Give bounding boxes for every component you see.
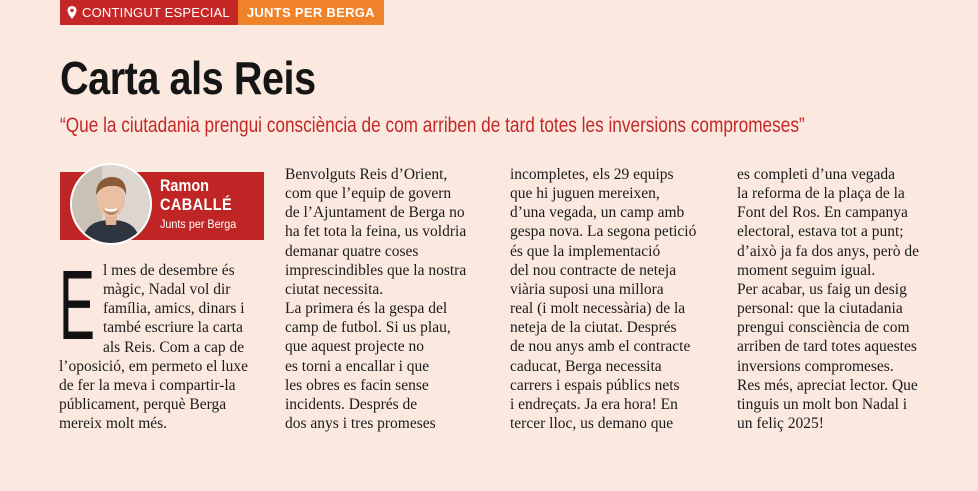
section-label: CONTINGUT ESPECIAL [82,5,230,20]
author-photo [70,163,152,245]
body-line: de fer la meva i compartir-la [59,376,236,394]
body-column-2: Benvolguts Reis d’Orient, com que l’equip de govern de l’Ajuntament de Berga no ha fet tota la feina, us voldria demanar quatre coses imprescindibles que la nostra ciutat necessita. La primera és la gespa del camp de futbol. Si us plau, que aquest projecte no es torni a encallar i que les obres es facin sense incidents. Després de dos anys i tres promeses [285,166,467,433]
body-line: l’oposició, em permeto el luxe [59,357,248,375]
author-party: Junts per Berga [160,217,237,231]
author-last-name: CABALLÉ [160,195,233,214]
body-column-1 [59,250,248,433]
article-headline: Carta als Reis [60,52,316,104]
body-column-3: incompletes, els 29 equips que hi juguen mereixen, d’una vegada, un camp amb gespa nova. La segona petició és que la implementació del nou contracte de neteja viària suposi una millora real (i molt necessària) de la neteja de la ciutat. Després de nou anys amb el contracte caducat, Berga necessita carrers i espais públics nets i endreçats. Ja era hora! En tercer lloc, us demano que [510,166,697,433]
body-line: l mes de desembre és [103,262,235,279]
body-line: també escriure la carta [103,319,243,337]
body-line: als Reis. Com a cap de [103,338,245,356]
drop-cap: E [59,250,95,360]
body-line: família, amics, dinars i [103,300,245,318]
section-tag [60,0,384,25]
body-line: mereix molt més. [59,415,168,433]
author-first-name: Ramon [160,176,209,195]
map-pin-icon [67,6,77,19]
section-label-tag [60,0,238,25]
author-portrait-icon [72,165,150,243]
party-tag: JUNTS PER BERGA [238,0,384,25]
body-line: públicament, perquè Berga [59,396,227,414]
body-line: màgic, Nadal vol dir [103,281,231,299]
body-column-4: es completi d’una vegada la reforma de la plaça de la Font del Ros. En campanya electoral, estava tot a punt; d’això ja fa dos anys, però de moment seguim igual. Per acabar, us faig un desig personal: que la ciutadania prengui consciència de com arriben de tard totes aquestes inversions compromeses. Res més, apreciat lector. Que tinguis un molt bon Nadal i un feliç 2025! [737,166,920,433]
article-pull-quote: “Que la ciutadania prengui consciència de com arriben de tard totes les inversions compromeses” [60,114,805,137]
